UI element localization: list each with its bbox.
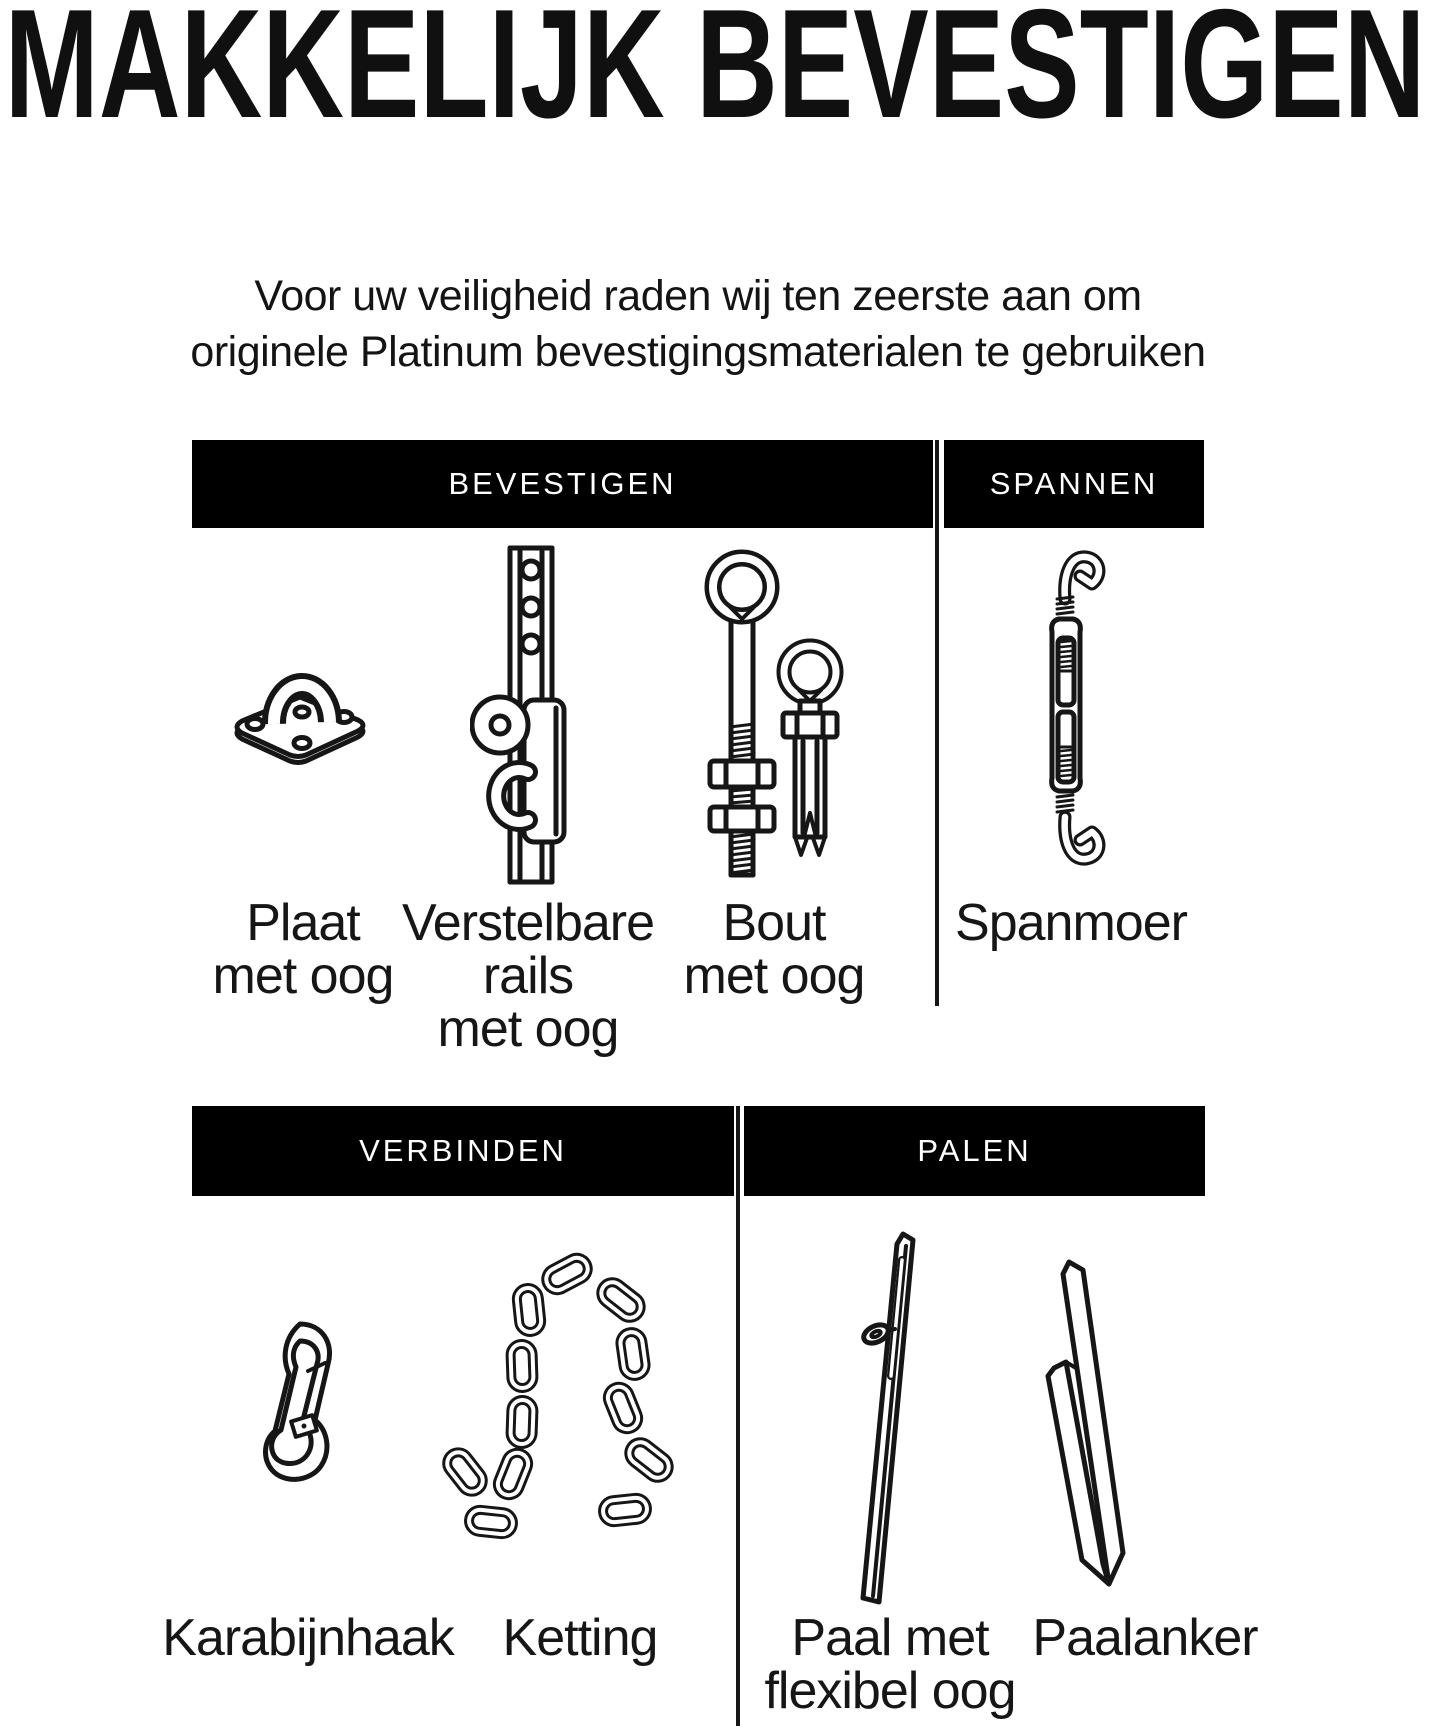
item-label-paalanker — [995, 1609, 1295, 1667]
label-line: Paal met — [791, 1609, 989, 1667]
label-line: met oog — [212, 947, 394, 1005]
carabiner-icon — [238, 1312, 358, 1497]
chain-icon — [425, 1250, 685, 1555]
subtitle-line-2: originele Platinum bevestigingsmaterialen te gebruiken — [190, 328, 1206, 376]
pole-with-flexible-eye-icon — [845, 1228, 925, 1613]
label-line: Paalanker — [1032, 1609, 1258, 1667]
item-label-bout-met-oog — [624, 894, 924, 1005]
label-line: Plaat — [246, 894, 360, 952]
label-line: met oog — [683, 947, 865, 1005]
eye-bolt-icon — [680, 535, 880, 900]
item-label-ketting — [430, 1609, 730, 1667]
label-line: Karabijnhaak — [162, 1609, 454, 1667]
label-line: met oog — [437, 1000, 619, 1058]
subtitle-line-1: Voor uw veiligheid raden wij ten zeerste aan om — [254, 272, 1142, 320]
label-line: flexibel oog — [764, 1662, 1016, 1720]
subtitle — [0, 268, 1396, 380]
pad-eye-plate-icon — [222, 650, 382, 770]
label-line: rails — [482, 947, 574, 1005]
section-header-spannen: SPANNEN — [944, 440, 1204, 528]
adjustable-rail-icon — [470, 540, 590, 895]
section-header-verbinden: VERBINDEN — [192, 1106, 734, 1196]
label-line: Spanmoer — [955, 894, 1187, 952]
section-header-palen: PALEN — [744, 1106, 1205, 1196]
section-header-bevestigen: BEVESTIGEN — [192, 440, 933, 528]
pole-anchor-icon — [1020, 1250, 1160, 1605]
page-title: MAKKELIJK BEVESTIGEN — [4, 0, 1426, 150]
label-line: Bout — [722, 894, 826, 952]
label-line: Ketting — [502, 1609, 658, 1667]
item-label-spanmoer — [921, 894, 1221, 952]
label-line: Verstelbare — [401, 894, 655, 952]
turnbuckle-icon — [1000, 535, 1130, 890]
